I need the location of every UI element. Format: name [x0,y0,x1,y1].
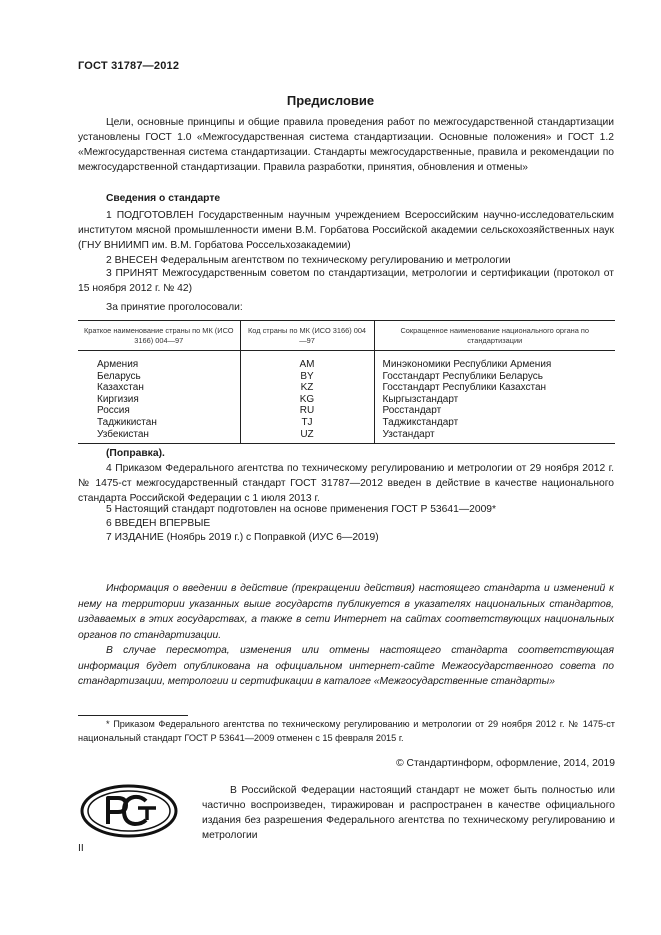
table-row [78,405,615,417]
footnote [78,717,615,745]
item-edition: 7 ИЗДАНИЕ (Ноябрь 2019 г.) с Поправкой (ИУС 6—2019) [106,532,379,543]
country-name: Узбекистан [78,429,240,444]
country-code: UZ [240,429,374,444]
item-enacted: 4 Приказом Федерального агентства по техническому регулированию и метрологии от 29 ноября 2012 г. № 1475-ст межгосударственный стандарт ГОСТ 31787—2012 введен в действие в качестве национального стандарта Российской Федерации с 1 июля 2013 г. [78,463,614,504]
info-heading: Сведения о стандарте [106,193,221,204]
standards-body: Росстандарт [374,405,615,417]
page-number: II [78,843,84,854]
rights-notice [202,783,615,843]
table-header-row [78,321,615,351]
country-code: AM [240,351,374,371]
revision-info-paragraph: В случае пересмотра, изменения или отмены настоящего стандарта соответствующая информация будет опубликована на официальном интернет-сайте Межгосударственного совета по стандартизации, метрологии и сертификации в каталоге «Межгосударственные стандарты» [78,645,614,687]
country-name: Киргизия [97,393,139,405]
country-name: Россия [97,405,130,417]
item-introduced: 2 ВНЕСЕН Федеральным агентством по техническому регулированию и метрологии [106,255,511,266]
country-code: RU [240,405,374,417]
item-prepared: 1 ПОДГОТОВЛЕН Государственным научным учреждением Всероссийским научно-исследовательским институтом мясной промышленности имени В.М. Горбатова Российской академии сельскохозяйственных наук (ГНУ ВНИИМП им. В.М. Горбатова Россельхозакадемии) [78,210,614,251]
intro-paragraph: Цели, основные принципы и общие правила проведения работ по межгосударственной стандартизации установлены ГОСТ 1.0 «Межгосударственная система стандартизации. Основные положения» и ГОСТ 1.2 «Межгосударственная система стандартизации. Стандарты межгосударственные, правила и рекомендации по межгосударственной стандартизации. Правила разработки, принятия, обновления и отмены» [78,117,614,173]
column-header-country: Краткое наименование страны по МК (ИСО 3166) 004—97 [78,321,240,351]
table-row [78,371,615,383]
item-basis: 5 Настоящий стандарт подготовлен на основе применения ГОСТ Р 53641—2009* [106,504,497,515]
country-name: Беларусь [97,370,141,382]
item-first-introduced: 6 ВВЕДЕН ВПЕРВЫЕ [106,518,211,529]
standards-body: Минэкономики Республики Армения [374,351,615,371]
amendment-label: (Поправка). [106,448,165,459]
voting-countries-table [78,320,615,444]
publication-info-paragraph: Информация о введении в действие (прекращении действия) настоящего стандарта и изменений к нему на территории указанных выше государств публикуется в указателях национальных стандартов, издаваемых в этих государствах, а также в сети Интернет на сайтах соответствующих национальных органов по стандартизации. [78,583,614,641]
publication-info [78,581,614,690]
table-row [78,417,615,429]
item-adopted: 3 ПРИНЯТ Межгосударственным советом по стандартизации, метрологии и сертификации (протокол от 15 ноября 2012 г. № 42) [78,268,614,294]
standards-body: Узстандарт [374,429,615,444]
table-row [78,394,615,406]
country-code: KG [240,394,374,406]
country-name: Казахстан [97,382,144,394]
standards-body: Госстандарт Республики Казахстан [374,382,615,394]
footnote-text: * Приказом Федерального агентства по техническому регулированию и метрологии от 29 ноября 2012 г. № 1475-ст национальный стандарт ГОСТ Р 53641—2009 отменен с 15 февраля 2015 г. [78,719,615,743]
rst-certification-mark-icon [80,784,178,843]
country-name: Армения [97,359,139,370]
table-row [78,382,615,394]
column-header-body: Сокращенное наименование национального органа по стандартизации [374,321,615,351]
country-code: BY [240,371,374,383]
country-code: TJ [240,417,374,429]
standards-body: Госстандарт Республики Беларусь [374,371,615,383]
document-code: ГОСТ 31787—2012 [78,60,180,72]
voted-label: За принятие проголосовали: [106,302,243,313]
rights-notice-text: В Российской Федерации настоящий стандарт не может быть полностью или частично воспроизведен, тиражирован и распространен в качестве официального издания без разрешения Федерального агентства по техническому регулированию и метрологии [202,785,615,841]
standards-body: Таджикстандарт [374,417,615,429]
column-header-code: Код страны по МК (ИСО 3166) 004—97 [240,321,374,351]
country-name: Таджикистан [97,416,157,428]
copyright: © Стандартинформ, оформление, 2014, 2019 [396,758,615,769]
footnote-divider [78,715,188,716]
standards-body: Кыргызстандарт [374,394,615,406]
table-row [78,351,615,371]
section-title: Предисловие [286,93,375,108]
country-code: KZ [240,382,374,394]
table-row [78,429,615,444]
